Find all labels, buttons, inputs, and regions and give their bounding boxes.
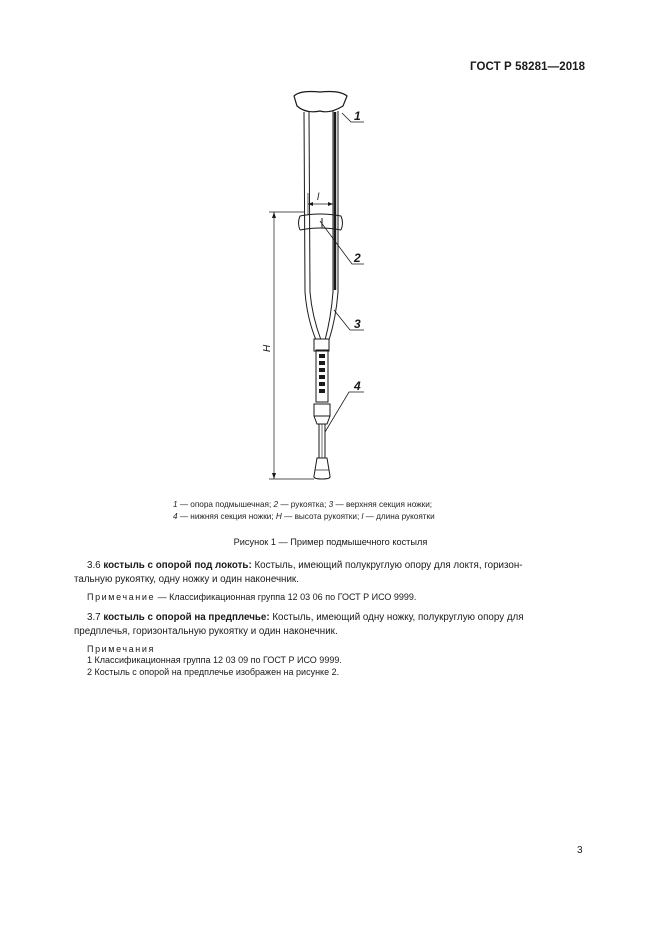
callout-4: 4 bbox=[354, 379, 361, 393]
leader-4 bbox=[325, 392, 364, 432]
callout-2: 2 bbox=[354, 251, 361, 265]
leader-1 bbox=[342, 113, 364, 122]
note-3-6: Примечание — Классификационная группа 12 03 06 по ГОСТ Р ИСО 9999. bbox=[87, 592, 417, 602]
axillary-pad bbox=[294, 92, 347, 112]
section-3-7 bbox=[74, 611, 588, 638]
standard-number: ГОСТ Р 58281—2018 bbox=[470, 61, 586, 73]
tip bbox=[314, 458, 330, 479]
term-3-7: костыль с опорой на предплечье: bbox=[103, 612, 270, 623]
notes-3-7 bbox=[87, 644, 342, 678]
note-item-1: 1 Классификационная группа 12 03 09 по ГОСТ Р ИСО 9999. bbox=[87, 655, 342, 666]
figure-caption: Рисунок 1 — Пример подмышечного костыля bbox=[233, 537, 428, 547]
callout-1: 1 bbox=[354, 109, 361, 123]
term-3-6: костыль с опорой под локоть: bbox=[103, 560, 252, 571]
dim-l-label: l bbox=[317, 192, 320, 203]
notes-label: Примечания bbox=[87, 644, 155, 654]
callout-3: 3 bbox=[354, 317, 361, 331]
section-3-6 bbox=[74, 559, 588, 586]
left-rail bbox=[304, 112, 321, 340]
section-3-6-line-2: тальную рукоятку, одну ножку и один наконечник. bbox=[74, 573, 299, 585]
legend-line-1: 1 — опора подмышечная; 2 — рукоятка; 3 — верхняя секция ножки; bbox=[173, 500, 433, 509]
page-number: 3 bbox=[577, 845, 583, 856]
legend-line-2: 4 — нижняя секция ножки; H — высота рукоятки; l — длина рукоятки bbox=[173, 512, 435, 521]
note-item-2: 2 Костыль с опорой на предплечье изображен на рисунке 2. bbox=[87, 666, 340, 677]
dim-H-label: H bbox=[262, 344, 273, 352]
section-3-7-line-1: 3.7 костыль с опорой на предплечье: Костыль, имеющий одну ножку, полукруглую опору для bbox=[87, 612, 524, 623]
section-3-7-line-2: предплечья, горизонтальную рукоятку и один наконечник. bbox=[74, 625, 338, 637]
section-3-6-line-1: 3.6 костыль с опорой под локоть: Костыль, имеющий полукруглую опору для локтя, горизон- bbox=[87, 560, 523, 571]
